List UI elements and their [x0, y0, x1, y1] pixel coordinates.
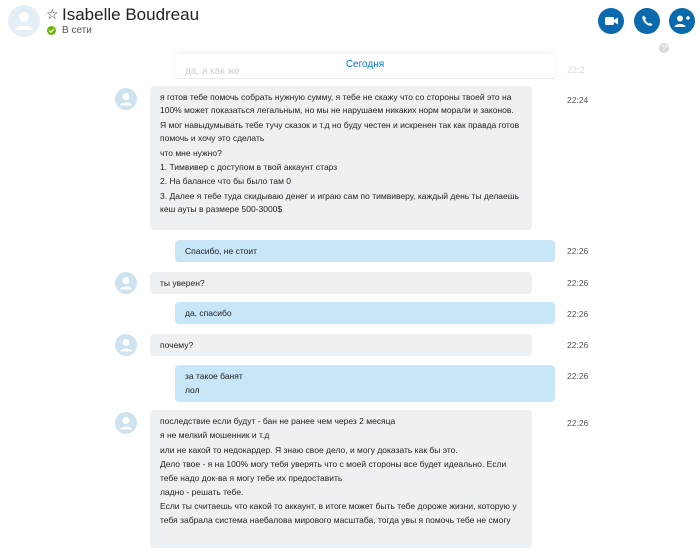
message-bubble-outgoing[interactable] [175, 302, 555, 324]
sender-avatar[interactable] [115, 334, 137, 356]
day-separator [175, 54, 555, 79]
message-line: 2. На балансе что бы было там 0 [160, 176, 292, 187]
online-status-icon [47, 26, 56, 35]
person-icon [115, 334, 137, 356]
person-icon [115, 412, 137, 434]
message-bubble-outgoing[interactable] [175, 240, 555, 262]
message-line: 1. Тимвивер с доступом в твой аккаунт старз [160, 162, 338, 173]
message-line: что мне нужно? [160, 147, 222, 158]
message-line: я готов тебе помочь собрать нужную сумму, я тебе не скажу что со стороны твоей это на 100% может показаться легальным, но мы не нарушаем никаких норм морали и законов. [160, 92, 514, 116]
message-line: Спасибо, не стоит [185, 246, 257, 256]
phone-icon [634, 8, 660, 34]
person-icon [8, 5, 40, 37]
add-person-icon [669, 8, 695, 34]
star-outline-icon[interactable]: ☆ [46, 6, 59, 22]
message-time: 22:26 [567, 309, 589, 319]
message-line: Если ты считаешь что какой то аккаунт, в итоге может быть тебе дороже жизни, которую у тебя забрала система наебалова мирового масштаба, тогда увы я помочь тебе не смогу [160, 501, 517, 525]
sender-avatar[interactable] [115, 272, 137, 294]
message-line: последствие если будут - бан не ранее чем через 2 месяца [160, 416, 396, 426]
message-time: 22:26 [567, 418, 589, 428]
person-icon [115, 272, 137, 294]
conversation-pane[interactable] [0, 48, 700, 560]
message-line: 3. Далее я тебе туда скидываю денег и играю сам по тимвиверу, каждый день ты делаешь кеш ауты в размере 500-3000$ [160, 190, 519, 215]
message-time: 22:26 [567, 340, 589, 350]
contact-name[interactable]: Isabelle Boudreau [62, 5, 200, 24]
message-line: Я мог навыдумывать тебе тучу сказок и т.д но буду честен и искренен так как правда готов помочь и хочу это сделать [160, 119, 520, 144]
audio-call-button[interactable] [634, 8, 660, 34]
presence-status: В сети [62, 25, 92, 36]
sender-avatar[interactable] [115, 88, 137, 110]
message-bubble-incoming[interactable] [150, 334, 532, 356]
chat-header [0, 0, 700, 46]
message-time: 22:26 [567, 278, 589, 288]
message-line: да, спасибо [185, 308, 232, 318]
person-icon [115, 88, 137, 110]
video-camera-icon [598, 8, 624, 34]
message-line: за такое банят [185, 371, 243, 381]
message-line: лол [185, 385, 200, 396]
sender-avatar[interactable] [115, 412, 137, 434]
video-call-button[interactable] [598, 8, 624, 34]
add-people-button[interactable] [669, 8, 695, 34]
message-line: Дело твое - я на 100% могу тебя уверять что с моей стороны все будет идеально. Если тебе надо док-ва я могу тебе их предоставить [160, 459, 507, 483]
message-time: 22:26 [567, 246, 589, 256]
message-bubble-incoming[interactable] [150, 86, 532, 230]
day-label: Сегодня [345, 59, 385, 70]
message-time: 22:26 [567, 371, 589, 381]
message-bubble-incoming[interactable] [150, 272, 532, 294]
scrolled-message-time: 22:2 [567, 65, 585, 75]
message-line: я не мелкий мошенник и т.д [160, 430, 270, 441]
contact-avatar[interactable] [8, 5, 40, 37]
message-time: 22:24 [567, 95, 589, 105]
message-bubble-outgoing[interactable] [175, 365, 555, 402]
scrolled-message-fragment: да, я как же [185, 66, 240, 77]
message-line: почему? [160, 340, 194, 350]
message-line: ты уверен? [160, 278, 205, 288]
message-line: ладно - решать тебе. [160, 487, 244, 498]
message-bubble-incoming[interactable] [150, 410, 532, 548]
message-line: или не какой то недокардер. Я знаю свое дело, и могу доказать как бы это. [160, 444, 458, 455]
